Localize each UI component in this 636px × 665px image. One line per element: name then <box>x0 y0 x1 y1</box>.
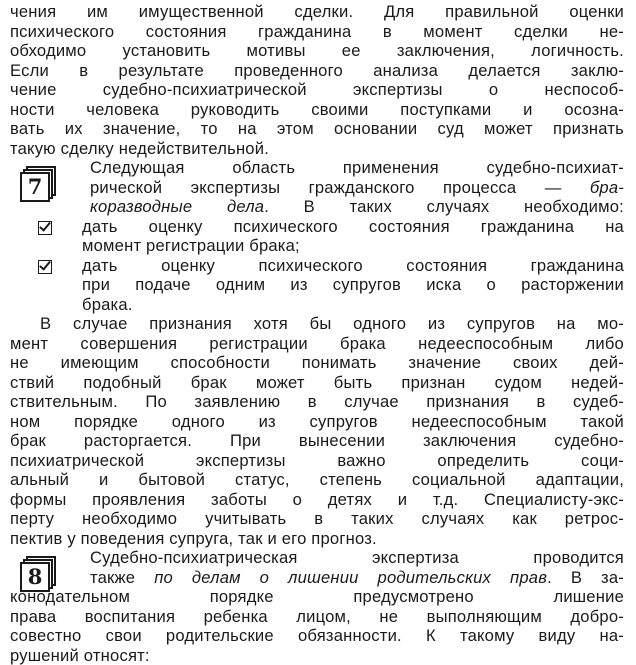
text-line <box>90 197 624 217</box>
bullet-line: момент регистрации брака; <box>82 236 624 256</box>
bullet-line: брака. <box>82 295 624 315</box>
text-line: ствий подобный брак может быть признан судом недей- <box>10 373 624 393</box>
text-line: психического состояния гражданина в момент сделки не- <box>10 22 624 42</box>
checkbox-icon <box>38 221 52 235</box>
section-marker-icon <box>20 172 50 202</box>
bullet-line: дать оценку психического состояния гражданина на <box>82 217 624 237</box>
text-line: чение судебно-психиатрической экспертизы о неспособ- <box>10 80 624 100</box>
text-line: рушений относят: <box>10 646 624 665</box>
text-span: . В за- <box>547 568 624 587</box>
text-line: ности человека руководить своими поступками и осозна- <box>10 100 624 120</box>
section-number: 8 <box>20 562 50 592</box>
text-line: ном порядке одного из супругов недееспособным такой <box>10 412 624 432</box>
text-span: рической экспертизы гражданского процесса — <box>90 178 590 197</box>
text-line: не имеющим способности понимать значение своих дей- <box>10 353 624 373</box>
text-line: пектив у поведения супруга, так и его прогноз. <box>10 529 624 549</box>
text-line <box>90 178 624 198</box>
text-line: формы проявления заботы о детях и т.д. Специалисту-экс- <box>10 490 624 510</box>
text-line: вать их значение, то на этом основании суд может признать <box>10 119 624 139</box>
text-line: конодательном порядке предусмотрено лишение <box>10 587 624 607</box>
text-line: ствительным. По заявлению в случае признания в судеб- <box>10 392 624 412</box>
text-line: права воспитания ребенка лицом, не выполняющим добро- <box>10 607 624 627</box>
checkbox-icon <box>38 260 52 274</box>
text-line: такую сделку недействительной. <box>10 139 624 159</box>
text-line: Если в результате проведенного анализа делается заклю- <box>10 61 624 81</box>
text-line: Судебно-психиатрическая экспертиза проводится <box>90 548 624 568</box>
bullet-line: при подаче одним из супругов иска о расторжении <box>82 275 624 295</box>
text-line: В случае признания хотя бы одного из супругов на мо- <box>10 314 624 334</box>
bullet-line: дать оценку психического состояния гражданина <box>82 256 624 276</box>
text-line <box>90 568 624 588</box>
section-number: 7 <box>20 172 50 202</box>
text-line: совестно свои родительские обязанности. К такому виду на- <box>10 626 624 646</box>
text-line: психиатрической экспертизы важно определить соци- <box>10 451 624 471</box>
text-span: также <box>90 568 154 587</box>
text-line: обходимо установить мотивы ее заключения, логичность. <box>10 41 624 61</box>
text-line: альный и бытовой статус, степень социальной адаптации, <box>10 470 624 490</box>
text-line: Следующая область применения судебно-психиат- <box>90 158 624 178</box>
text-line: мент совершения регистрации брака недееспособным либо <box>10 334 624 354</box>
text-line: брак расторгается. При вынесении заключения судебно- <box>10 431 624 451</box>
emphasis-text: бра- <box>590 178 624 197</box>
text-line: перту необходимо учитывать в таких случаях как ретрос- <box>10 509 624 529</box>
text-span: . В таких случаях необходимо: <box>264 197 624 216</box>
text-line: чения им имущественной сделки. Для правильной оценки <box>10 2 624 22</box>
emphasis-text: по делам о лишении родительских прав <box>154 568 547 587</box>
emphasis-text: коразводные дела <box>90 197 264 216</box>
